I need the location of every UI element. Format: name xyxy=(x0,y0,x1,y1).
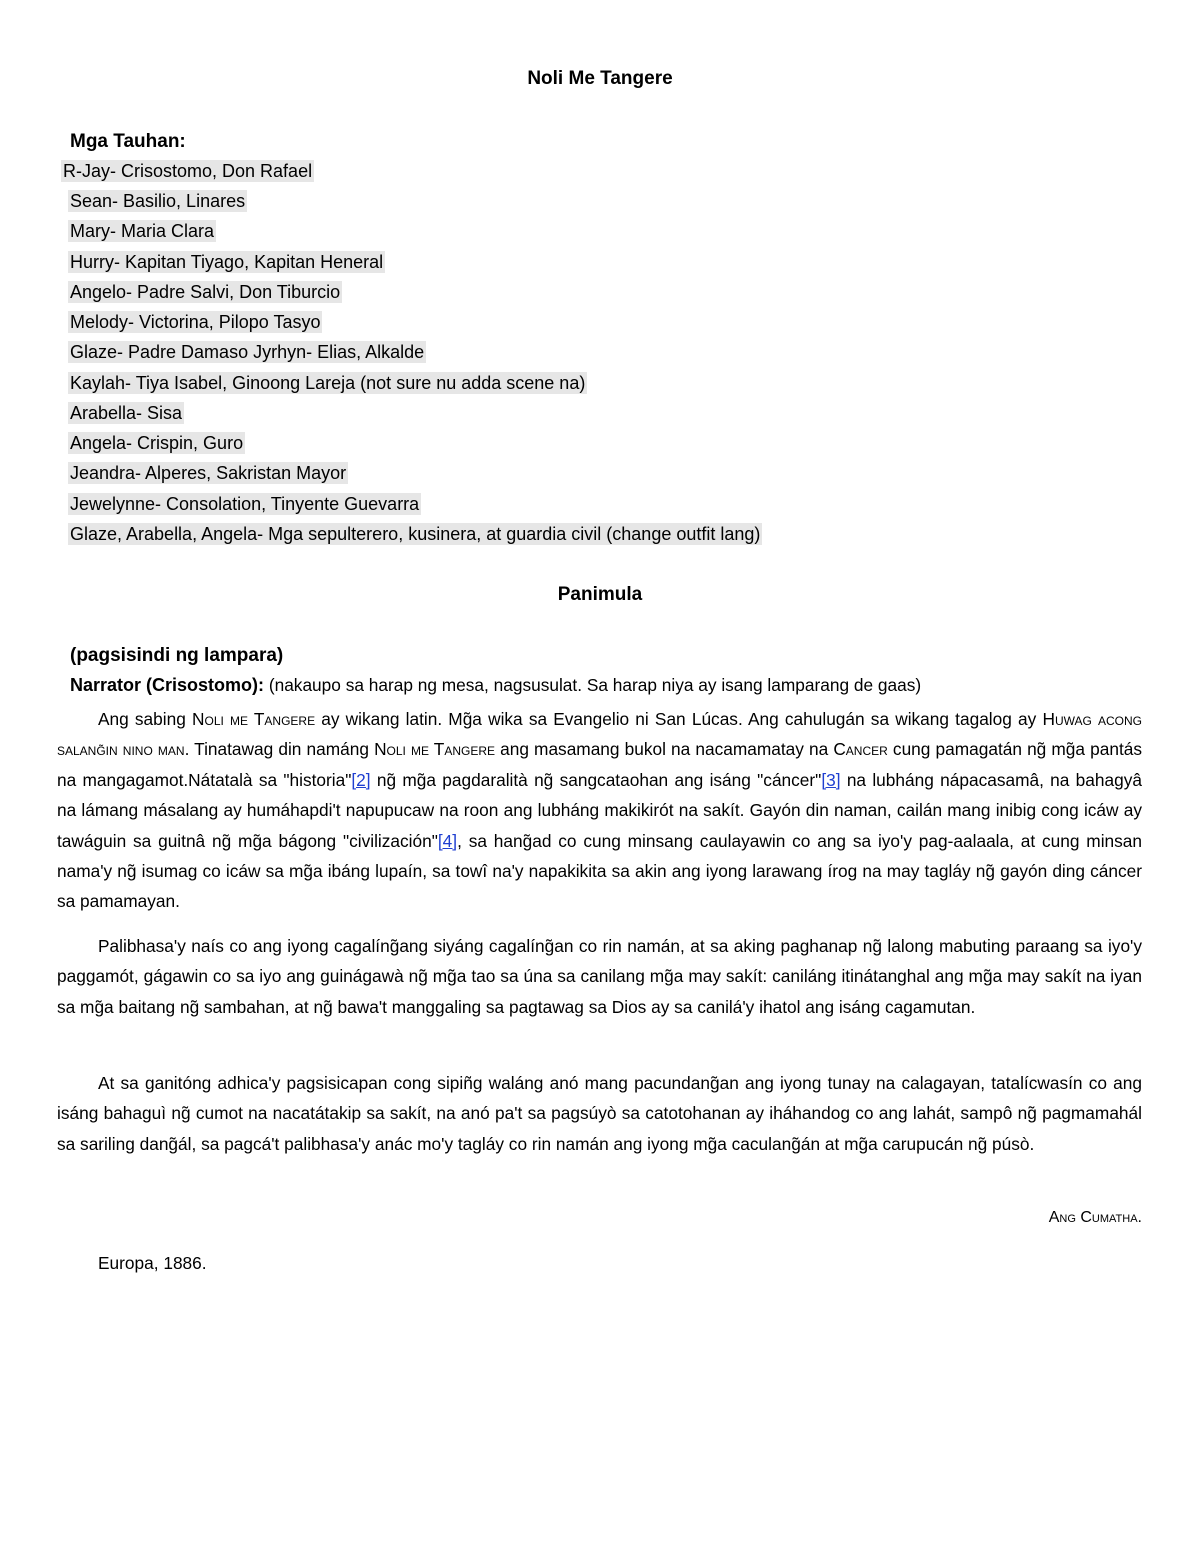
para1-smallcaps: Noli me Tangere xyxy=(374,739,496,760)
narrator-text: (nakaupo sa harap ng mesa, nagsusulat. Sa harap niya ay isang lamparang de gaas) xyxy=(264,675,922,695)
signature: Ang Cumatha. xyxy=(1048,1209,1142,1226)
para1-text: . Tinatawag din namáng xyxy=(184,739,375,760)
cast-item-text: R-Jay- Crisostomo, Don Rafael xyxy=(63,161,313,181)
cast-item xyxy=(68,494,421,515)
paragraph-1 xyxy=(57,704,1142,917)
cast-heading: Mga Tauhan: xyxy=(70,131,186,152)
cast-item-text: Mary- Maria Clara xyxy=(70,221,215,241)
cast-item-text: Angela- Crispin, Guro xyxy=(70,433,244,453)
footnote-link-4[interactable]: [4] xyxy=(437,830,458,851)
para1-text: cung pamagatán ng̃ mg̃a pantás na mangagamot.Nátatalà sa "historia" xyxy=(57,739,1142,790)
para1-smallcaps: Noli me Tangere xyxy=(192,709,316,729)
paragraph-2: Palibhasa'y naís co ang iyong cagalíng̃ang siyáng cagalíng̃an co rin namán, at sa aking paghanap ng̃ lalong mabuting paraang sa iyo'y paggamót, gágawin co sa iyo ang guinágawà ng̃ mg̃a tao sa úna sa canilang mg̃a may sakít: caniláng itinátanghal ang mg̃a may sakít na iyan sa mg̃a baitang ng̃ sambahan, at ng̃ bawa't manggaling sa pagtawag sa Dios ay sa canilá'y ihatol ang isáng cagamutan. xyxy=(57,936,1142,1017)
cast-item xyxy=(68,191,247,212)
footnote-link-3[interactable]: [3] xyxy=(821,769,841,790)
narrator-line xyxy=(70,675,921,696)
cast-item-text: Jewelynne- Consolation, Tinyente Guevarra xyxy=(70,494,420,514)
cast-item-text: Arabella- Sisa xyxy=(70,403,183,423)
cast-item-text: Glaze- Padre Damaso Jyrhyn- Elias, Alkalde xyxy=(70,342,425,362)
cast-item xyxy=(68,463,348,484)
para1-text: ang masamang bukol na nacamamatay na xyxy=(495,739,834,760)
para1-text: Ang sabing xyxy=(98,709,193,729)
cast-item xyxy=(68,433,245,454)
para1-text: ng̃ mg̃a pagdaralità ng̃ sangcataohan ang isáng "cáncer" xyxy=(370,769,822,790)
cast-item xyxy=(68,252,385,273)
cast-item xyxy=(68,342,426,363)
place-date: Europa, 1886. xyxy=(98,1253,207,1273)
cast-item xyxy=(61,161,314,182)
paragraph-3: At sa ganitóng adhica'y pagsisicapan cong sipiñg waláng anó mang pacundang̃an ang iyong tunay na calagayan, tatalícwasín co ang isáng bahaguì ng̃ cumot na nacatátakip sa sakít, na anó pa't sa pagsúyò sa catotohanan ay iháhandog co ang lahát, sampô ng̃ pagmamahál sa sariling dang̃ál, sa pagcá't palibhasa'y anác mo'y tagláy co rin namán ang iyong mg̃a caculang̃án at mg̃a carupucán ng̃ púsò. xyxy=(57,1073,1142,1154)
section-title: Panimula xyxy=(557,584,643,605)
cast-item-text: Angelo- Padre Salvi, Don Tiburcio xyxy=(70,282,341,302)
document-title: Noli Me Tangere xyxy=(527,68,673,89)
cast-item xyxy=(68,373,587,394)
footnote-link-2[interactable]: [2] xyxy=(351,769,371,790)
cast-item-text: Sean- Basilio, Linares xyxy=(70,191,246,211)
cast-item xyxy=(68,524,762,545)
cast-item xyxy=(68,221,216,242)
cast-item-text: Melody- Victorina, Pilopo Tasyo xyxy=(70,312,321,332)
cast-item-text: Kaylah- Tiya Isabel, Ginoong Lareja (not sure nu adda scene na) xyxy=(70,373,586,393)
cast-item xyxy=(68,282,342,303)
para1-text: , sa hang̃ad co cung minsang caulayawin co ang sa iyo'y pag-aalaala, at cung minsan nama'y ng̃ isumag co icáw sa mg̃a ibáng lupaín, sa towî na'y napakikita sa akin ang iyong larawang írog na may tagláy ng̃ gayón ding cáncer sa pamamayan. xyxy=(57,830,1143,912)
cast-item-text: Glaze, Arabella, Angela- Mga sepulterero, kusinera, at guardia civil (change outfit lang) xyxy=(70,524,761,544)
cast-item xyxy=(68,403,184,424)
cast-item-text: Hurry- Kapitan Tiyago, Kapitan Heneral xyxy=(70,252,384,272)
narrator-label: Narrator (Crisostomo): xyxy=(70,675,265,695)
para1-text: ay wikang latin. Mg̃a wika sa Evangelio ni San Lúcas. Ang cahulugán sa wikang tagalog ay xyxy=(315,709,1043,729)
para1-text: na lubháng nápacasamâ, na bahagyâ na lámang másalang ay humáhapdi't napupucaw na roon ang lubháng makikirót na sakít. Gayón din naman, cailán mang inibig cong icáw ay tawáguin sa guitnâ ng̃ mg̃a bágong "civilización" xyxy=(57,769,1142,851)
cast-item-text: Jeandra- Alperes, Sakristan Mayor xyxy=(70,463,347,483)
stage-direction: (pagsisindi ng lampara) xyxy=(70,645,284,666)
para1-smallcaps: Huwag acong salang̃in nino man xyxy=(57,709,1143,760)
para1-smallcaps: Cancer xyxy=(833,739,888,760)
cast-item xyxy=(68,312,322,333)
